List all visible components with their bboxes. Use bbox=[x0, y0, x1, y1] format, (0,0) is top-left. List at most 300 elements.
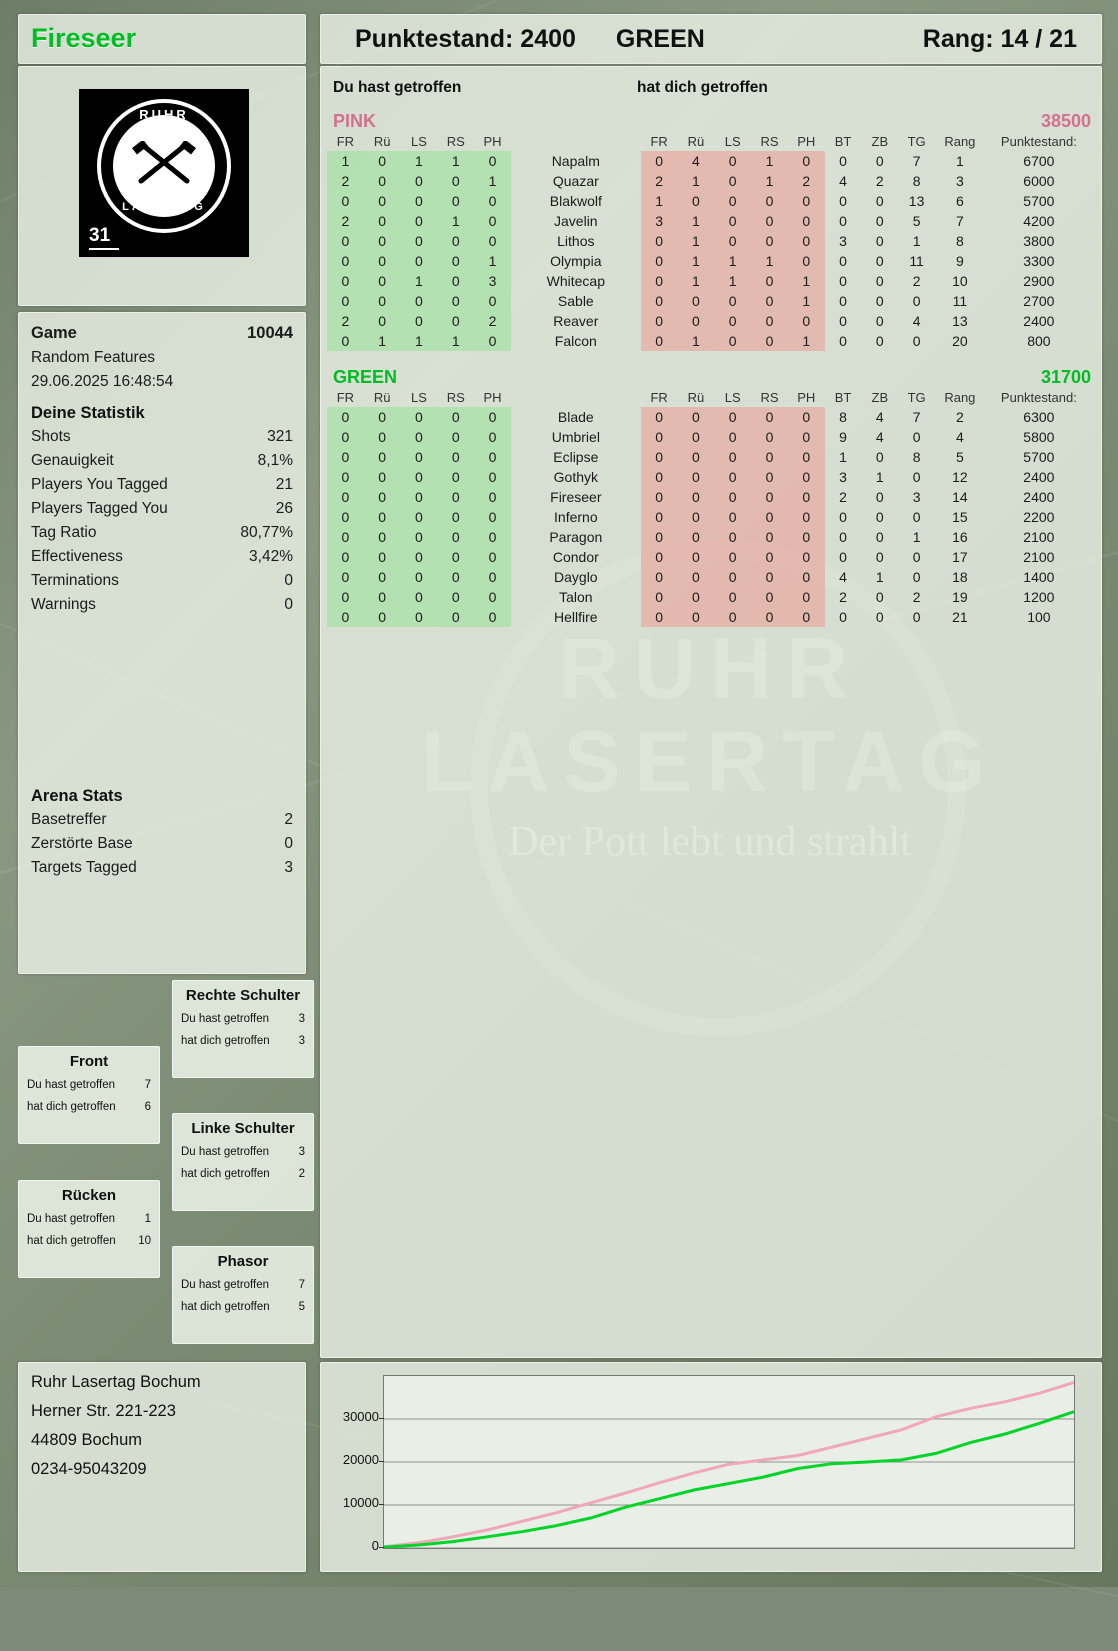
cell-got: 0 bbox=[678, 407, 715, 427]
cell-hit: 0 bbox=[437, 251, 474, 271]
table-row[interactable] bbox=[327, 291, 1093, 311]
cell-player-name: Quazar bbox=[552, 173, 599, 189]
table-row[interactable] bbox=[327, 191, 1093, 211]
cell-got: 0 bbox=[714, 527, 751, 547]
cell-bt: 0 bbox=[839, 153, 847, 169]
cell-hit: 0 bbox=[474, 487, 511, 507]
stat-label: Tag Ratio bbox=[31, 524, 97, 541]
cell-got: 1 bbox=[678, 211, 715, 231]
cell-bt: 2 bbox=[839, 489, 847, 505]
cell-got: 0 bbox=[641, 231, 678, 251]
table-row[interactable] bbox=[327, 587, 1093, 607]
cell-hit: 2 bbox=[327, 311, 364, 331]
cell-zb: 0 bbox=[875, 509, 884, 525]
cell-hit: 0 bbox=[437, 447, 474, 467]
cell-tg: 13 bbox=[908, 193, 925, 209]
cell-got: 0 bbox=[714, 171, 751, 191]
address-line: Ruhr Lasertag Bochum bbox=[31, 1373, 201, 1391]
zone-hit-value: 7 bbox=[144, 1079, 151, 1091]
cell-bt: 0 bbox=[839, 193, 847, 209]
col-header: PH bbox=[483, 390, 502, 405]
cell-rank: 19 bbox=[952, 589, 968, 605]
cell-got: 0 bbox=[714, 427, 751, 447]
cell-got: 0 bbox=[641, 447, 678, 467]
cell-zb: 0 bbox=[875, 153, 884, 169]
cell-tg: 2 bbox=[912, 273, 921, 289]
hammers-icon bbox=[131, 141, 197, 187]
arena-stats-title: Arena Stats bbox=[31, 787, 123, 805]
cell-got: 0 bbox=[751, 291, 788, 311]
zone-got-value: 10 bbox=[138, 1235, 151, 1247]
col-header: Rang bbox=[944, 390, 976, 405]
cell-hit: 1 bbox=[474, 251, 511, 271]
cell-got: 0 bbox=[788, 407, 825, 427]
game-mode-row bbox=[19, 346, 305, 370]
cell-score: 1200 bbox=[1023, 589, 1055, 605]
table-row[interactable] bbox=[327, 567, 1093, 587]
zone-right-shoulder bbox=[172, 980, 314, 1078]
table-row[interactable] bbox=[327, 211, 1093, 231]
cell-got: 0 bbox=[788, 587, 825, 607]
cell-zb: 0 bbox=[875, 213, 884, 229]
cell-bt: 8 bbox=[839, 409, 847, 425]
cell-hit: 0 bbox=[327, 331, 364, 351]
cell-player-name: Gothyk bbox=[553, 469, 598, 485]
cell-hit: 0 bbox=[474, 527, 511, 547]
address-line: 0234-95043209 bbox=[31, 1460, 147, 1478]
zone-got-value: 5 bbox=[298, 1301, 305, 1313]
col-header: PH bbox=[483, 134, 502, 149]
cell-got: 0 bbox=[641, 251, 678, 271]
cell-hit: 0 bbox=[474, 447, 511, 467]
table-row[interactable] bbox=[327, 427, 1093, 447]
cell-player-name: Eclipse bbox=[553, 449, 599, 465]
cell-zb: 1 bbox=[875, 469, 884, 485]
score-progress-chart bbox=[320, 1362, 1102, 1572]
cell-tg: 1 bbox=[912, 233, 921, 249]
cell-rank: 2 bbox=[955, 409, 964, 425]
table-row[interactable] bbox=[327, 171, 1093, 191]
cell-hit: 0 bbox=[437, 231, 474, 251]
cell-hit: 0 bbox=[327, 191, 364, 211]
cell-hit: 1 bbox=[437, 151, 474, 171]
cell-hit: 0 bbox=[364, 271, 401, 291]
zone-title: Rücken bbox=[61, 1187, 117, 1204]
table-row[interactable] bbox=[327, 447, 1093, 467]
cell-hit: 0 bbox=[474, 407, 511, 427]
cell-got: 0 bbox=[641, 587, 678, 607]
cell-got: 1 bbox=[714, 271, 751, 291]
cell-hit: 0 bbox=[364, 311, 401, 331]
cell-got: 1 bbox=[641, 191, 678, 211]
cell-got: 0 bbox=[678, 507, 715, 527]
cell-hit: 0 bbox=[401, 507, 438, 527]
chart-y-tick-label: 30000 bbox=[342, 1409, 379, 1424]
cell-got: 0 bbox=[751, 271, 788, 291]
cell-got: 0 bbox=[714, 151, 751, 171]
cell-hit: 0 bbox=[327, 271, 364, 291]
cell-got: 0 bbox=[678, 447, 715, 467]
cell-score: 2100 bbox=[1023, 549, 1055, 565]
cell-rank: 20 bbox=[952, 333, 968, 349]
zone-hit-value: 1 bbox=[144, 1213, 151, 1225]
cell-got: 0 bbox=[678, 567, 715, 587]
cell-hit: 0 bbox=[437, 171, 474, 191]
cell-tg: 0 bbox=[912, 609, 921, 625]
cell-player-name: Talon bbox=[559, 589, 593, 605]
table-row[interactable] bbox=[327, 607, 1093, 627]
cell-hit: 0 bbox=[437, 271, 474, 291]
cell-got: 0 bbox=[751, 427, 788, 447]
cell-tg: 5 bbox=[912, 213, 921, 229]
cell-hit: 1 bbox=[401, 151, 438, 171]
cell-hit: 0 bbox=[437, 527, 474, 547]
team-score-table bbox=[327, 388, 1093, 627]
stat-row bbox=[19, 473, 305, 497]
cell-rank: 3 bbox=[955, 173, 964, 189]
arena-label: Basetreffer bbox=[31, 811, 107, 828]
table-right-header: hat dich getroffen bbox=[637, 79, 768, 96]
cell-hit: 0 bbox=[327, 507, 364, 527]
col-header: TG bbox=[907, 390, 926, 405]
cell-hit: 0 bbox=[474, 231, 511, 251]
cell-got: 1 bbox=[678, 231, 715, 251]
cell-player-name: Inferno bbox=[554, 509, 598, 525]
cell-got: 0 bbox=[641, 527, 678, 547]
cell-got: 0 bbox=[714, 587, 751, 607]
cell-hit: 0 bbox=[437, 607, 474, 627]
cell-hit: 0 bbox=[437, 407, 474, 427]
col-header: FR bbox=[336, 134, 355, 149]
cell-hit: 0 bbox=[364, 467, 401, 487]
cell-rank: 5 bbox=[955, 449, 964, 465]
cell-player-name: Lithos bbox=[557, 233, 595, 249]
cell-zb: 0 bbox=[875, 253, 884, 269]
stat-row bbox=[19, 593, 305, 617]
cell-hit: 0 bbox=[364, 587, 401, 607]
cell-hit: 0 bbox=[364, 547, 401, 567]
statistics-panel bbox=[18, 312, 306, 974]
table-row[interactable] bbox=[327, 251, 1093, 271]
cell-got: 1 bbox=[788, 291, 825, 311]
cell-rank: 14 bbox=[952, 489, 968, 505]
col-header: FR bbox=[650, 390, 668, 405]
cell-tg: 11 bbox=[909, 253, 924, 269]
stat-row bbox=[19, 449, 305, 473]
address-line: 44809 Bochum bbox=[31, 1431, 142, 1449]
cell-hit: 0 bbox=[401, 251, 438, 271]
logo-panel bbox=[18, 66, 306, 306]
col-header: Rü bbox=[687, 134, 705, 149]
cell-got: 0 bbox=[714, 507, 751, 527]
cell-rank: 15 bbox=[952, 509, 968, 525]
cell-hit: 0 bbox=[401, 231, 438, 251]
cell-tg: 7 bbox=[912, 409, 921, 425]
cell-bt: 1 bbox=[839, 449, 847, 465]
col-header: LS bbox=[724, 134, 741, 149]
cell-hit: 0 bbox=[437, 487, 474, 507]
table-row[interactable] bbox=[327, 507, 1093, 527]
cell-player-name: Whitecap bbox=[546, 273, 605, 289]
col-header-name bbox=[511, 132, 641, 151]
cell-bt: 0 bbox=[839, 529, 847, 545]
cell-got: 0 bbox=[751, 407, 788, 427]
cell-player-name: Blakwolf bbox=[549, 193, 602, 209]
cell-got: 0 bbox=[751, 487, 788, 507]
cell-hit: 0 bbox=[437, 547, 474, 567]
arena-label: Zerstörte Base bbox=[31, 835, 133, 852]
table-row[interactable] bbox=[327, 331, 1093, 351]
cell-got: 0 bbox=[714, 447, 751, 467]
table-row[interactable] bbox=[327, 311, 1093, 331]
table-row[interactable] bbox=[327, 231, 1093, 251]
cell-got: 0 bbox=[788, 211, 825, 231]
cell-got: 0 bbox=[678, 467, 715, 487]
cell-hit: 0 bbox=[437, 311, 474, 331]
cell-hit: 0 bbox=[364, 567, 401, 587]
table-row[interactable] bbox=[327, 467, 1093, 487]
cell-hit: 0 bbox=[401, 407, 438, 427]
team-header bbox=[327, 107, 1097, 132]
cell-got: 1 bbox=[751, 171, 788, 191]
col-header: BT bbox=[834, 134, 852, 149]
zone-got-label: hat dich getroffen bbox=[181, 1035, 270, 1047]
chart-y-tick-label: 20000 bbox=[342, 1452, 379, 1467]
cell-hit: 0 bbox=[474, 291, 511, 311]
table-row[interactable] bbox=[327, 407, 1093, 427]
cell-hit: 1 bbox=[437, 331, 474, 351]
logo-top-text: RUHR bbox=[139, 107, 189, 122]
table-header-row bbox=[327, 388, 1093, 407]
cell-zb: 4 bbox=[875, 409, 884, 425]
col-header: PH bbox=[797, 134, 816, 149]
col-header: Punktestand: bbox=[1000, 390, 1077, 405]
cell-got: 0 bbox=[751, 567, 788, 587]
cell-player-name: Fireseer bbox=[550, 489, 602, 505]
cell-got: 0 bbox=[714, 407, 751, 427]
cell-hit: 1 bbox=[401, 331, 438, 351]
cell-got: 0 bbox=[678, 291, 715, 311]
cell-player-name: Napalm bbox=[551, 153, 600, 169]
game-datetime-row bbox=[19, 370, 305, 394]
cell-hit: 2 bbox=[474, 311, 511, 331]
cell-got: 0 bbox=[678, 527, 715, 547]
team-name: GREEN bbox=[333, 367, 398, 387]
cell-hit: 0 bbox=[327, 547, 364, 567]
cell-got: 0 bbox=[641, 547, 678, 567]
zone-got-label: hat dich getroffen bbox=[27, 1101, 116, 1113]
cell-score: 2900 bbox=[1023, 273, 1055, 289]
col-header: LS bbox=[724, 390, 741, 405]
cell-hit: 1 bbox=[364, 331, 401, 351]
col-header: Rü bbox=[373, 134, 391, 149]
stat-row bbox=[19, 425, 305, 449]
zone-hit-value: 3 bbox=[298, 1013, 305, 1025]
cell-hit: 0 bbox=[437, 291, 474, 311]
cell-player-name: Dayglo bbox=[554, 569, 598, 585]
chart-y-tick bbox=[379, 1504, 384, 1505]
cell-bt: 0 bbox=[839, 273, 847, 289]
cell-got: 0 bbox=[788, 311, 825, 331]
cell-score: 4200 bbox=[1023, 213, 1055, 229]
cell-got: 0 bbox=[714, 231, 751, 251]
cell-player-name: Blade bbox=[557, 409, 594, 425]
cell-got: 0 bbox=[751, 467, 788, 487]
cell-score: 2100 bbox=[1023, 529, 1055, 545]
col-header: RS bbox=[446, 134, 465, 149]
arena-row bbox=[19, 856, 305, 880]
cell-got: 0 bbox=[678, 427, 715, 447]
stat-value: 26 bbox=[275, 500, 293, 517]
logo-number: 31 bbox=[89, 225, 111, 246]
zone-hit-label: Du hast getroffen bbox=[181, 1146, 270, 1158]
arena-row bbox=[19, 808, 305, 832]
cell-score: 1400 bbox=[1023, 569, 1055, 585]
cell-zb: 0 bbox=[875, 449, 884, 465]
cell-got: 1 bbox=[751, 251, 788, 271]
cell-got: 0 bbox=[788, 487, 825, 507]
chart-series-green bbox=[384, 1412, 1074, 1547]
stat-value: 3,42% bbox=[249, 548, 293, 565]
arena-value: 2 bbox=[284, 811, 293, 828]
table-row[interactable] bbox=[327, 487, 1093, 507]
cell-hit: 2 bbox=[327, 211, 364, 231]
cell-got: 1 bbox=[714, 251, 751, 271]
cell-score: 5700 bbox=[1023, 193, 1055, 209]
col-header: ZB bbox=[871, 134, 889, 149]
cell-got: 0 bbox=[714, 211, 751, 231]
cell-hit: 0 bbox=[327, 291, 364, 311]
team-total: 38500 bbox=[1040, 111, 1091, 131]
cell-zb: 0 bbox=[875, 233, 884, 249]
cell-hit: 0 bbox=[401, 427, 438, 447]
cell-score: 3300 bbox=[1023, 253, 1055, 269]
cell-score: 2400 bbox=[1023, 489, 1055, 505]
cell-hit: 0 bbox=[437, 191, 474, 211]
cell-bt: 0 bbox=[839, 549, 847, 565]
cell-hit: 0 bbox=[474, 331, 511, 351]
cell-got: 0 bbox=[641, 607, 678, 627]
cell-hit: 0 bbox=[327, 427, 364, 447]
zone-title: Phasor bbox=[217, 1253, 269, 1270]
cell-got: 1 bbox=[788, 331, 825, 351]
cell-got: 0 bbox=[788, 191, 825, 211]
chart-plot-area bbox=[383, 1375, 1075, 1549]
stat-label: Genauigkeit bbox=[31, 452, 114, 469]
cell-hit: 0 bbox=[474, 211, 511, 231]
cell-score: 2200 bbox=[1023, 509, 1055, 525]
cell-hit: 0 bbox=[364, 427, 401, 447]
zone-title: Linke Schulter bbox=[191, 1120, 295, 1137]
col-header: RS bbox=[760, 134, 779, 149]
cell-bt: 0 bbox=[839, 293, 847, 309]
cell-hit: 0 bbox=[474, 191, 511, 211]
cell-hit: 0 bbox=[327, 231, 364, 251]
cell-hit: 0 bbox=[364, 191, 401, 211]
cell-hit: 0 bbox=[401, 567, 438, 587]
cell-got: 0 bbox=[788, 151, 825, 171]
cell-score: 2700 bbox=[1023, 293, 1055, 309]
col-header: Rü bbox=[373, 390, 391, 405]
header-bar bbox=[320, 14, 1102, 64]
cell-got: 0 bbox=[788, 447, 825, 467]
cell-got: 0 bbox=[714, 607, 751, 627]
chart-y-tick-label: 10000 bbox=[342, 1495, 379, 1510]
cell-hit: 0 bbox=[327, 251, 364, 271]
cell-zb: 0 bbox=[875, 489, 884, 505]
cell-got: 4 bbox=[678, 151, 715, 171]
table-row[interactable] bbox=[327, 547, 1093, 567]
cell-bt: 0 bbox=[839, 213, 847, 229]
cell-hit: 0 bbox=[437, 567, 474, 587]
cell-tg: 3 bbox=[912, 489, 921, 505]
cell-tg: 0 bbox=[912, 293, 921, 309]
cell-got: 0 bbox=[751, 211, 788, 231]
cell-tg: 8 bbox=[912, 449, 921, 465]
table-row[interactable] bbox=[327, 527, 1093, 547]
cell-tg: 0 bbox=[912, 429, 921, 445]
cell-rank: 17 bbox=[952, 549, 968, 565]
cell-bt: 2 bbox=[839, 589, 847, 605]
cell-zb: 0 bbox=[875, 549, 884, 565]
cell-got: 0 bbox=[714, 291, 751, 311]
cell-got: 0 bbox=[641, 487, 678, 507]
zone-title: Front bbox=[69, 1053, 109, 1070]
page-title: Fireseer bbox=[31, 23, 137, 53]
cell-zb: 0 bbox=[875, 529, 884, 545]
cell-hit: 0 bbox=[474, 151, 511, 171]
cell-rank: 6 bbox=[955, 193, 964, 209]
stat-label: Players Tagged You bbox=[31, 500, 168, 517]
cell-bt: 9 bbox=[839, 429, 847, 445]
chart-y-tick bbox=[379, 1418, 384, 1419]
cell-hit: 0 bbox=[437, 507, 474, 527]
cell-tg: 1 bbox=[912, 529, 921, 545]
cell-got: 0 bbox=[641, 467, 678, 487]
cell-got: 0 bbox=[714, 567, 751, 587]
cell-got: 0 bbox=[788, 467, 825, 487]
table-row[interactable] bbox=[327, 271, 1093, 291]
cell-got: 2 bbox=[788, 171, 825, 191]
stat-value: 80,77% bbox=[240, 524, 293, 541]
cell-rank: 13 bbox=[952, 313, 968, 329]
cell-got: 0 bbox=[678, 547, 715, 567]
cell-hit: 0 bbox=[364, 487, 401, 507]
cell-zb: 2 bbox=[875, 173, 884, 189]
cell-got: 0 bbox=[714, 547, 751, 567]
chart-y-tick-label: 0 bbox=[371, 1538, 379, 1553]
cell-got: 0 bbox=[641, 507, 678, 527]
cell-hit: 0 bbox=[364, 407, 401, 427]
cell-player-name: Condor bbox=[552, 549, 599, 565]
chart-series-pink bbox=[384, 1382, 1074, 1546]
stat-label: Shots bbox=[31, 428, 71, 445]
table-row[interactable] bbox=[327, 151, 1093, 171]
cell-got: 0 bbox=[678, 587, 715, 607]
rank-label: Rang: 14 / 21 bbox=[922, 24, 1077, 53]
cell-score: 2400 bbox=[1023, 313, 1055, 329]
cell-got: 0 bbox=[751, 507, 788, 527]
cell-zb: 0 bbox=[875, 313, 884, 329]
col-header: LS bbox=[411, 390, 427, 405]
cell-got: 0 bbox=[788, 547, 825, 567]
col-header: PH bbox=[797, 390, 816, 405]
cell-player-name: Reaver bbox=[553, 313, 599, 329]
zone-got-label: hat dich getroffen bbox=[27, 1235, 116, 1247]
cell-score: 2400 bbox=[1023, 469, 1055, 485]
col-header: Rü bbox=[687, 390, 705, 405]
cell-got: 1 bbox=[678, 251, 715, 271]
